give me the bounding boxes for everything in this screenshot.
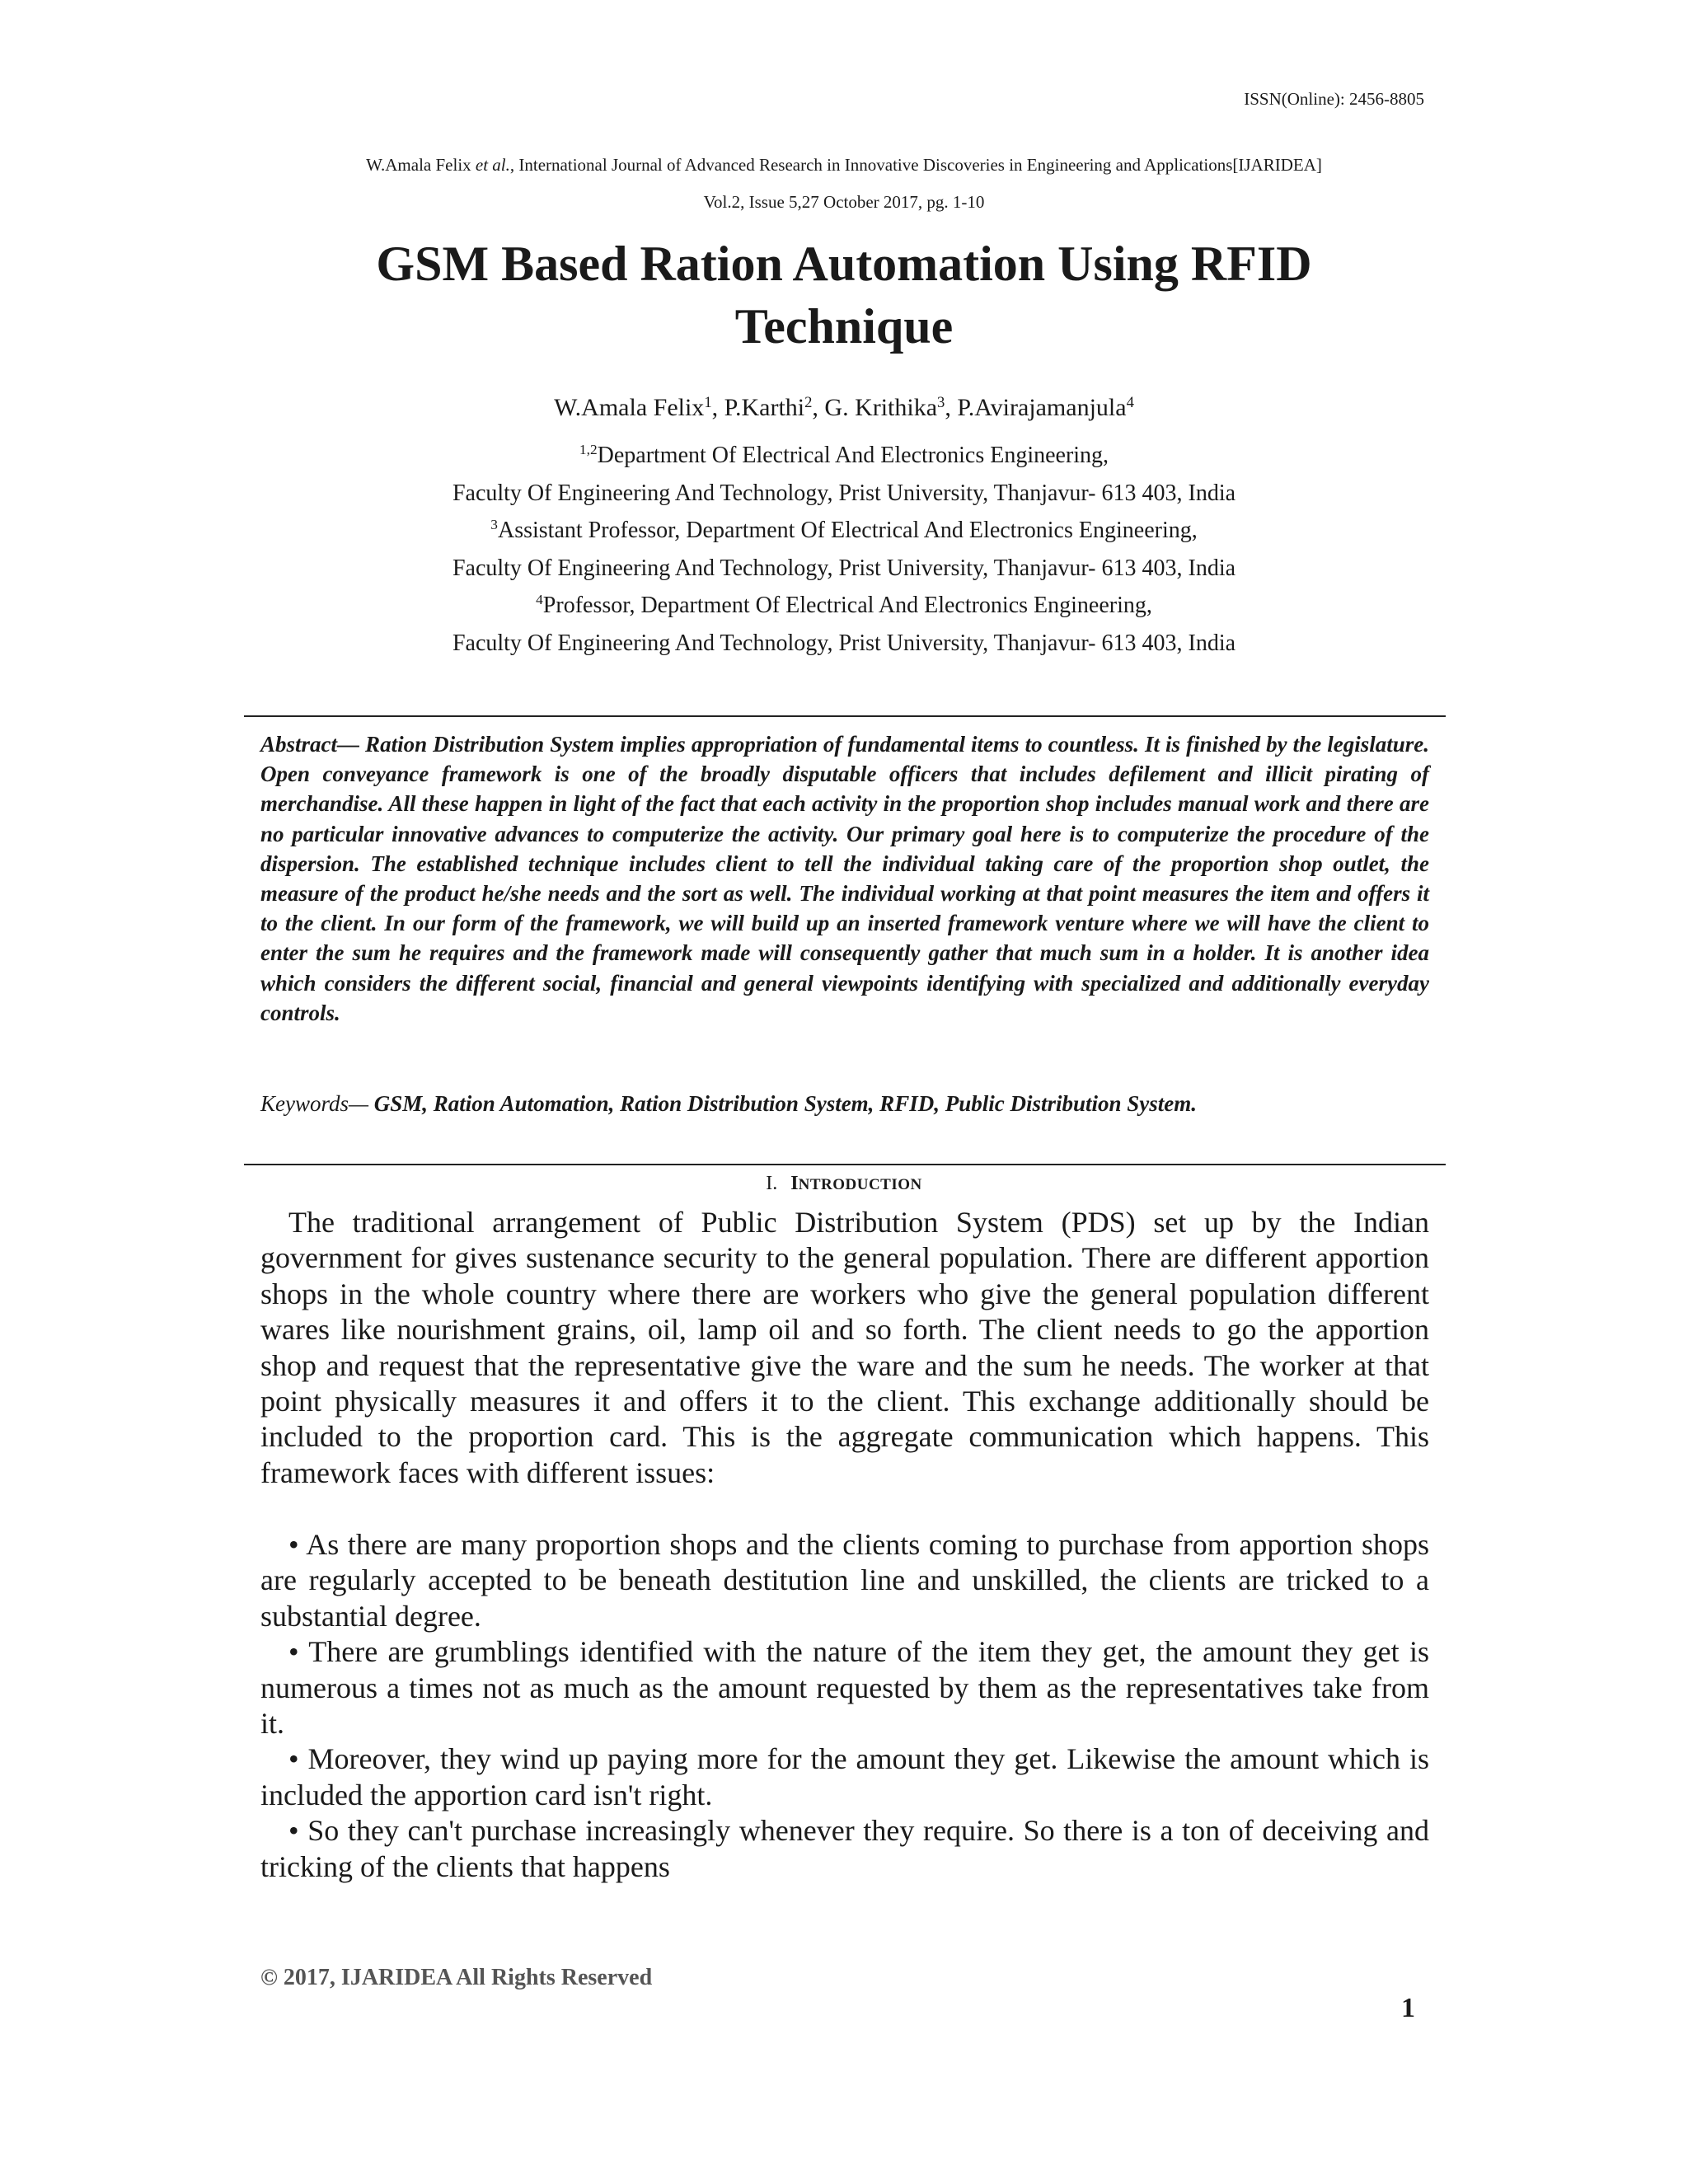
section-title-initial: I [790, 1173, 799, 1194]
running-header [0, 155, 1688, 176]
affiliation-text: Assistant Professor, Department Of Electrical And Electronics Engineering, [497, 518, 1198, 543]
abstract-bottom-divider [244, 1164, 1446, 1165]
author-name: W.Amala Felix [554, 394, 705, 421]
volume-info: Vol.2, Issue 5,27 October 2017, pg. 1-10 [703, 192, 985, 212]
affiliation-mark: 3 [490, 517, 498, 533]
author-separator: , [711, 394, 724, 421]
affiliation-line [0, 437, 1688, 475]
running-header-etal: et al. [475, 155, 510, 175]
section-title-rest: NTRODUCTION [798, 1176, 922, 1193]
affiliation-line [0, 475, 1688, 513]
section-heading-introduction [0, 1173, 1688, 1195]
issues-bullet-list [260, 1527, 1429, 1885]
author-list [0, 394, 1688, 422]
running-header-journal: , International Journal of Advanced Research in Innovative Discoveries in Engineering and Applications[IJARIDEA] [509, 155, 1322, 175]
paper-title: GSM Based Ration Automation Using RFID Technique [376, 237, 1312, 354]
bullet-item: • Moreover, they wind up paying more for the amount they get. Likewise the amount which is included the apportion card isn't right. [260, 1742, 1429, 1811]
bullet-item: • As there are many proportion shops and the clients coming to purchase from apportion shops are regularly accepted to be beneath destitution line and unskilled, the clients are tricked to a substantial degree. [260, 1528, 1429, 1633]
author-separator: , [812, 394, 825, 421]
keywords-label: Keywords— [260, 1091, 369, 1116]
abstract-text: Abstract— Ration Distribution System implies appropriation of fundamental items to countless. It is finished by the legislature. Open conveyance framework is one of the broadly disputable officers that includes defilement and illicit pirating of merchandise. All these happen in light of the fact that each activity in the proportion shop includes manual work and there are no particular innovative advances to computerize the activity. Our primary goal here is to computerize the procedure of the dispersion. The established technique includes client to tell the individual taking care of the proportion shop outlet, the measure of the product he/she needs and the sort as well. The individual working at that point measures the item and offers it to the client. In our form of the framework, we will build up an inserted framework venture where we will have the client to enter the sum he requires and the framework made will consequently gather that much sum in a holder. It is another idea which considers the different social, financial and general viewpoints identifying with specialized and additionally everyday controls. [260, 732, 1429, 1025]
affiliation-mark: 1,2 [579, 442, 598, 458]
affiliation-mark: 4 [536, 592, 543, 608]
keywords-line [260, 1091, 1429, 1117]
affiliation-text: Faculty Of Engineering And Technology, Prist University, Thanjavur- 613 403, India [452, 480, 1236, 506]
affiliation-text: Professor, Department Of Electrical And Electronics Engineering, [542, 593, 1152, 618]
issn-label: ISSN(Online): 2456-8805 [1244, 89, 1424, 109]
keywords-text: GSM, Ration Automation, Ration Distribution System, RFID, Public Distribution System. [368, 1091, 1198, 1116]
affiliation-line [0, 625, 1688, 663]
affiliation-line [0, 550, 1688, 588]
affiliation-text: Faculty Of Engineering And Technology, Prist University, Thanjavur- 613 403, India [452, 555, 1236, 581]
abstract-top-divider [244, 715, 1446, 717]
author-name: P.Karthi [724, 394, 805, 421]
author-affiliation-mark: 1 [704, 393, 712, 411]
author-affiliation-mark: 3 [937, 393, 945, 411]
running-header-author: W.Amala Felix [366, 155, 476, 175]
author-affiliation-mark: 2 [804, 393, 813, 411]
affiliation-block [0, 437, 1688, 662]
author-affiliation-mark: 4 [1126, 393, 1134, 411]
page-number: 1 [1401, 1993, 1415, 2023]
affiliation-text: Faculty Of Engineering And Technology, Prist University, Thanjavur- 613 403, India [452, 630, 1236, 656]
author-name: G. Krithika [824, 394, 938, 421]
bullet-item: • So they can't purchase increasingly whenever they require. So there is a ton of deceiving and tricking of the clients that happens [260, 1814, 1429, 1883]
copyright-notice: © 2017, IJARIDEA All Rights Reserved [260, 1965, 653, 1990]
author-name: P.Avirajamanjula [957, 394, 1127, 421]
affiliation-text: Department Of Electrical And Electronics Engineering, [597, 443, 1109, 468]
affiliation-line [0, 587, 1688, 625]
section-number: I. [766, 1173, 778, 1194]
bullet-item: • There are grumblings identified with the nature of the item they get, the amount they get is numerous a times not as much as the amount requested by them as the representatives take from it. [260, 1635, 1429, 1741]
author-separator: , [945, 394, 958, 421]
affiliation-line [0, 512, 1688, 550]
introduction-paragraph: The traditional arrangement of Public Distribution System (PDS) set up by the Indian government for gives sustenance security to the general population. There are different apportion shops in the whole country where there are workers who give the general population different wares like nourishment grains, oil, lamp oil and so forth. The client needs to go the apportion shop and request that the representative give the ware and the sum he needs. The worker at that point physically measures it and offers it to the client. This exchange additionally should be included to the proportion card. This is the aggregate communication which happens. This framework faces with different issues: [260, 1206, 1429, 1489]
